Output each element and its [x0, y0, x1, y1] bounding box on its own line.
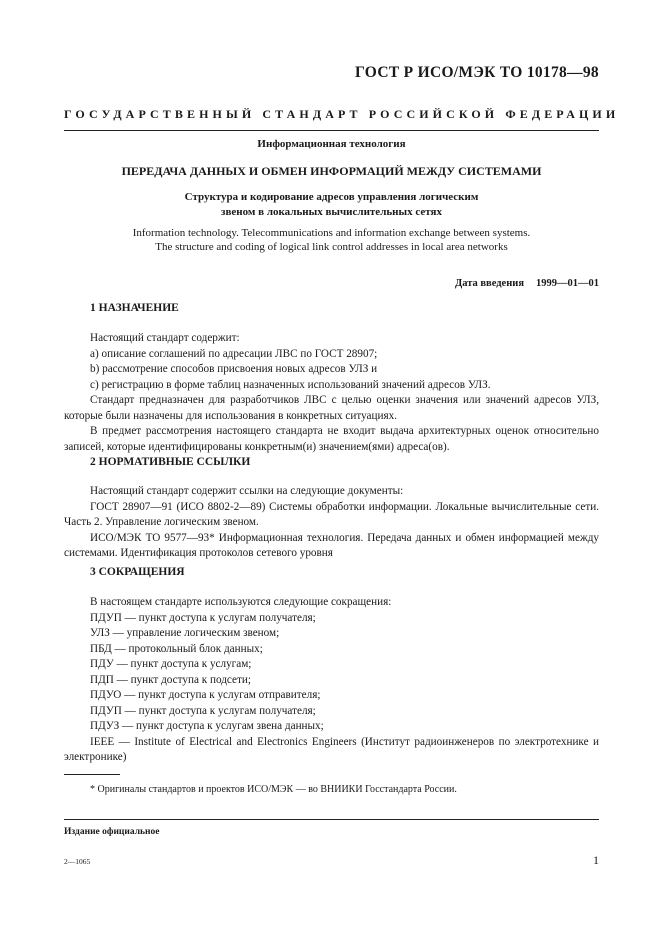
abbreviation-item: IEEE — Institute of Electrical and Electronics Engineers (Институт радиоинженеров по электротехнике и электронике)	[64, 735, 599, 763]
english-title-line: The structure and coding of logical link control addresses in local area networks	[155, 241, 508, 253]
introduction-date-value: 1999—01—01	[536, 278, 599, 289]
abbreviation-item: ПДУП — пункт доступа к услугам получателя;	[90, 611, 316, 624]
paragraph: В предмет рассмотрения настоящего стандарта не входит выдача архитектурных оценок относительно записей, которые идентифицированы конкретным(и) значением(ями) адреса(ов).	[64, 425, 599, 453]
edition-label: Издание официальное	[64, 827, 160, 837]
abbreviation-item: УЛЗ — управление логическим звеном;	[90, 627, 280, 639]
footnote-divider	[64, 774, 120, 775]
english-title-line: Information technology. Telecommunications and information exchange between systems.	[132, 227, 531, 239]
abbreviation-item: ПДУЗ — пункт доступа к услугам звена данных;	[90, 720, 324, 732]
abbreviation-item: ПДП — пункт доступа к подсети;	[90, 673, 251, 686]
english-title	[64, 226, 599, 254]
paragraph: а) описание соглашений по адресации ЛВС по ГОСТ 28907;	[90, 347, 378, 360]
paragraph: ГОСТ 28907—91 (ИСО 8802-2—89) Системы обработки информации. Локальные вычислительные сети. Часть 2. Управление логическим звеном.	[64, 500, 599, 528]
sub-title	[64, 190, 599, 220]
abbreviation-item: ПДУП — пункт доступа к услугам получателя;	[90, 704, 316, 717]
paragraph: b) рассмотрение способов присвоения новых адресов УЛЗ и	[90, 363, 378, 375]
section-body-purpose	[64, 331, 599, 455]
paragraph: Стандарт предназначен для разработчиков ЛВС с целью оценки значения или значений адресов УЛЗ, которые были назначены для использования в конкретных ситуациях.	[64, 394, 599, 422]
paragraph: Настоящий стандарт содержит ссылки на следующие документы:	[90, 485, 404, 497]
abbreviation-item: ПБД — протокольный блок данных;	[90, 642, 263, 655]
section-title-purpose: 1 НАЗНАЧЕНИЕ	[90, 302, 179, 314]
abbreviation-item: ПДУ — пункт доступа к услугам;	[90, 658, 252, 670]
paragraph: с) регистрацию в форме таблиц назначенных использований значений адресов УЛЗ.	[90, 378, 491, 391]
page-number: 1	[593, 853, 599, 867]
print-code: 2—1065	[64, 857, 91, 866]
paragraph: Настоящий стандарт содержит:	[90, 332, 240, 344]
header-divider	[64, 130, 599, 131]
footnote: * Оригиналы стандартов и проектов ИСО/МЭК — во ВНИИКИ Госстандарта России.	[90, 784, 457, 795]
state-standard-heading: ГОСУДАРСТВЕННЫЙ СТАНДАРТ РОССИЙСКОЙ ФЕДЕРАЦИИ	[64, 107, 620, 121]
section-body-references	[64, 484, 599, 562]
subject-title: Информационная технология	[257, 138, 406, 150]
abbreviation-item: ПДУО — пункт доступа к услугам отправителя;	[90, 689, 321, 701]
paragraph: В настоящем стандарте используются следующие сокращения:	[90, 596, 392, 608]
sub-title-line: звеном в локальных вычислительных сетях	[221, 206, 442, 218]
gost-number: ГОСТ Р ИСО/МЭК ТО 10178—98	[355, 64, 599, 81]
sub-title-line: Структура и кодирование адресов управления логическим	[184, 191, 479, 203]
introduction-date-label: Дата введения	[455, 278, 524, 289]
paragraph: ИСО/МЭК ТО 9577—93* Информационная технология. Передача данных и обмен информацией между системами. Идентификация протоколов сетевого уровня	[64, 531, 599, 559]
section-title-references: 2 НОРМАТИВНЫЕ ССЫЛКИ	[90, 456, 251, 468]
section-body-abbreviations	[64, 595, 599, 766]
footer-divider	[64, 819, 599, 820]
introduction-date	[455, 278, 599, 289]
section-title-abbreviations: 3 СОКРАЩЕНИЯ	[90, 566, 185, 578]
main-title: ПЕРЕДАЧА ДАННЫХ И ОБМЕН ИНФОРМАЦИЙ МЕЖДУ СИСТЕМАМИ	[121, 164, 542, 178]
